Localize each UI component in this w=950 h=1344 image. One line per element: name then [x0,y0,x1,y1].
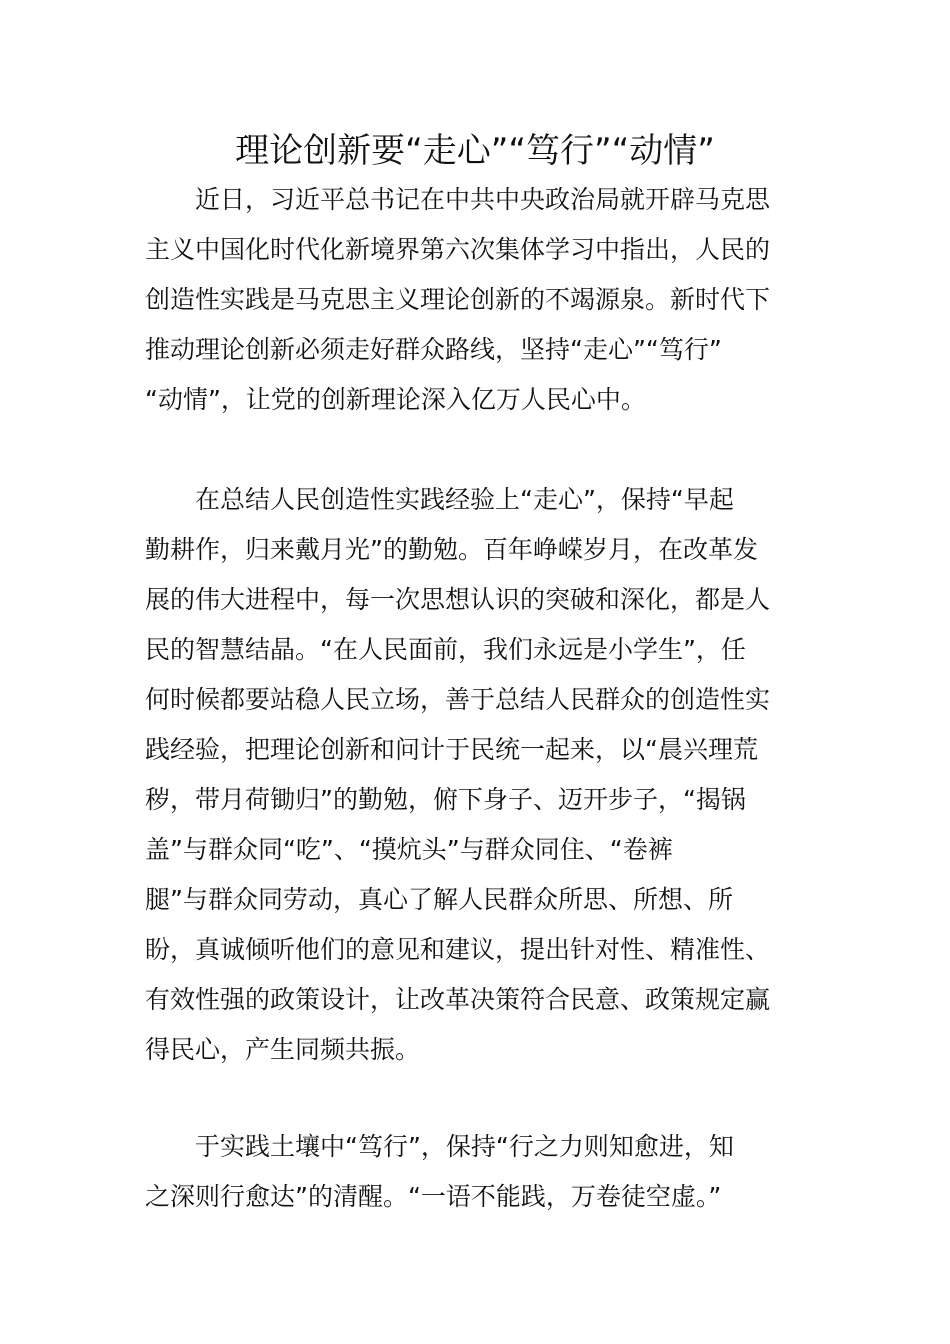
document-title: 理论创新要“走心”“笃行”“动情” [235,131,715,171]
paragraph-intro: 近日，习近平总书记在中共中央政治局就开辟马克思 主义中国化时代化新境界第六次集体学习中指出，人民的 创造性实践是马克思主义理论创新的不竭源泉。新时代下 推动理论创新必须走好群众路线，坚持“走心”“笃行” “动情”，让党的创新理论深入亿万人民心中。 [145,185,771,414]
paragraph-duxing: 于实践土壤中“笃行”，保持“行之力则知愈进，知 之深则行愈达”的清醒。“一语不能践，万卷徒空虚。” [145,1132,734,1211]
paragraph-zouxin: 在总结人民创造性实践经验上“走心”，保持“早起 勤耕作，归来戴月光”的勤勉。百年峥嵘岁月，在改革发 展的伟大进程中，每一次思想认识的突破和深化，都是人 民的智慧结晶。“在人民面前，我们永远是小学生”，任 何时候都要站稳人民立场，善于总结人民群众的创造性实 践经验，把理论创新和问计于民统一起来，以“晨兴理荒 秽，带月荷锄归”的勤勉，俯下身子、迈开步子，“揭锅 盖”与群众同“吃”、“摸炕头”与群众同住、“卷裤 腿”与群众同劳动，真心了解人民群众所思、所想、所 盼，真诚倾听他们的意见和建议，提出针对性、精准性、 有效性强的政策设计，让改革决策符合民意、政策规定赢 得民心，产生同频共振。 [145,485,771,1064]
